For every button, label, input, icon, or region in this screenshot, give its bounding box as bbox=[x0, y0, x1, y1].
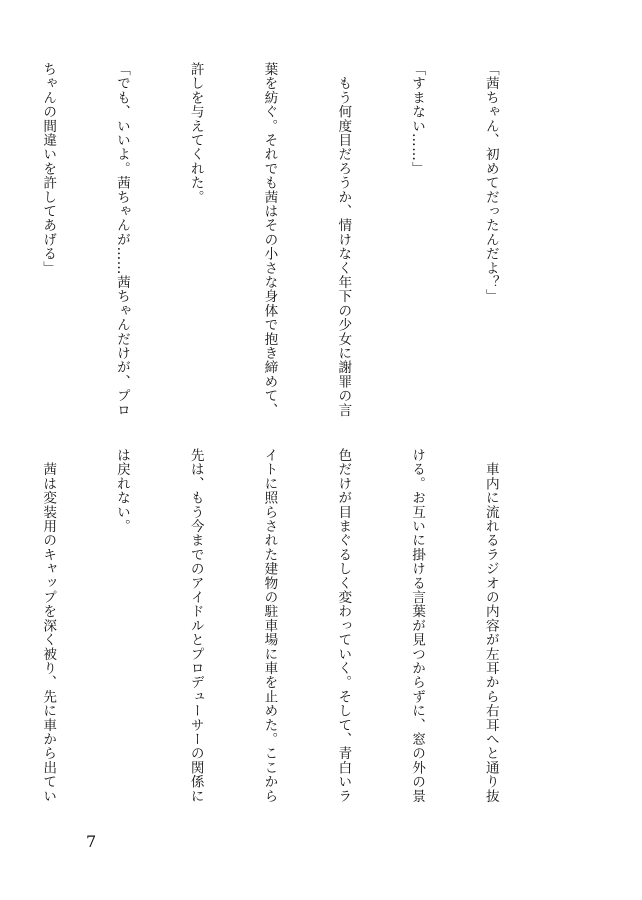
text-line: もう何度目だろうか、情けなく年下の少女に謝罪の言 bbox=[335, 62, 352, 417]
text-line: 「すまない……」 bbox=[409, 62, 426, 176]
text-line: 茜は変装用のキャップを深く被り、先に車から出てい bbox=[40, 448, 57, 803]
lower-text-block bbox=[0, 448, 552, 804]
text-line: 「茜ちゃん、初めてだったんだよ？」 bbox=[482, 62, 499, 304]
text-line: イトに照らされた建物の駐車場に車を止めた。ここから bbox=[261, 448, 278, 803]
text-line: 葉を紡ぐ。それでも茜はその小さな身体で抱き締めて、 bbox=[261, 62, 278, 417]
text-line: 色だけが目まぐるしく変わっていく。そして、青白いラ bbox=[335, 448, 352, 803]
text-line: は戻れない。 bbox=[113, 448, 130, 534]
text-line: 車内に流れるラジオの内容が左耳から右耳へと通り抜 bbox=[482, 448, 499, 803]
text-line: 先は、もう今までのアイドルとプロデューサーの関係に bbox=[187, 448, 204, 803]
text-line: ける。お互いに掛ける言葉が見つからずに、窓の外の景 bbox=[409, 448, 426, 803]
page-number: 7 bbox=[86, 832, 97, 851]
text-line: 許しを与えてくれた。 bbox=[187, 62, 204, 204]
text-line: ちゃんの間違いを許してあげる」 bbox=[40, 62, 57, 275]
text-line: 「でも、いいよ。茜ちゃんが……茜ちゃんだけが、プロ bbox=[113, 62, 130, 417]
upper-text-block bbox=[0, 62, 552, 418]
